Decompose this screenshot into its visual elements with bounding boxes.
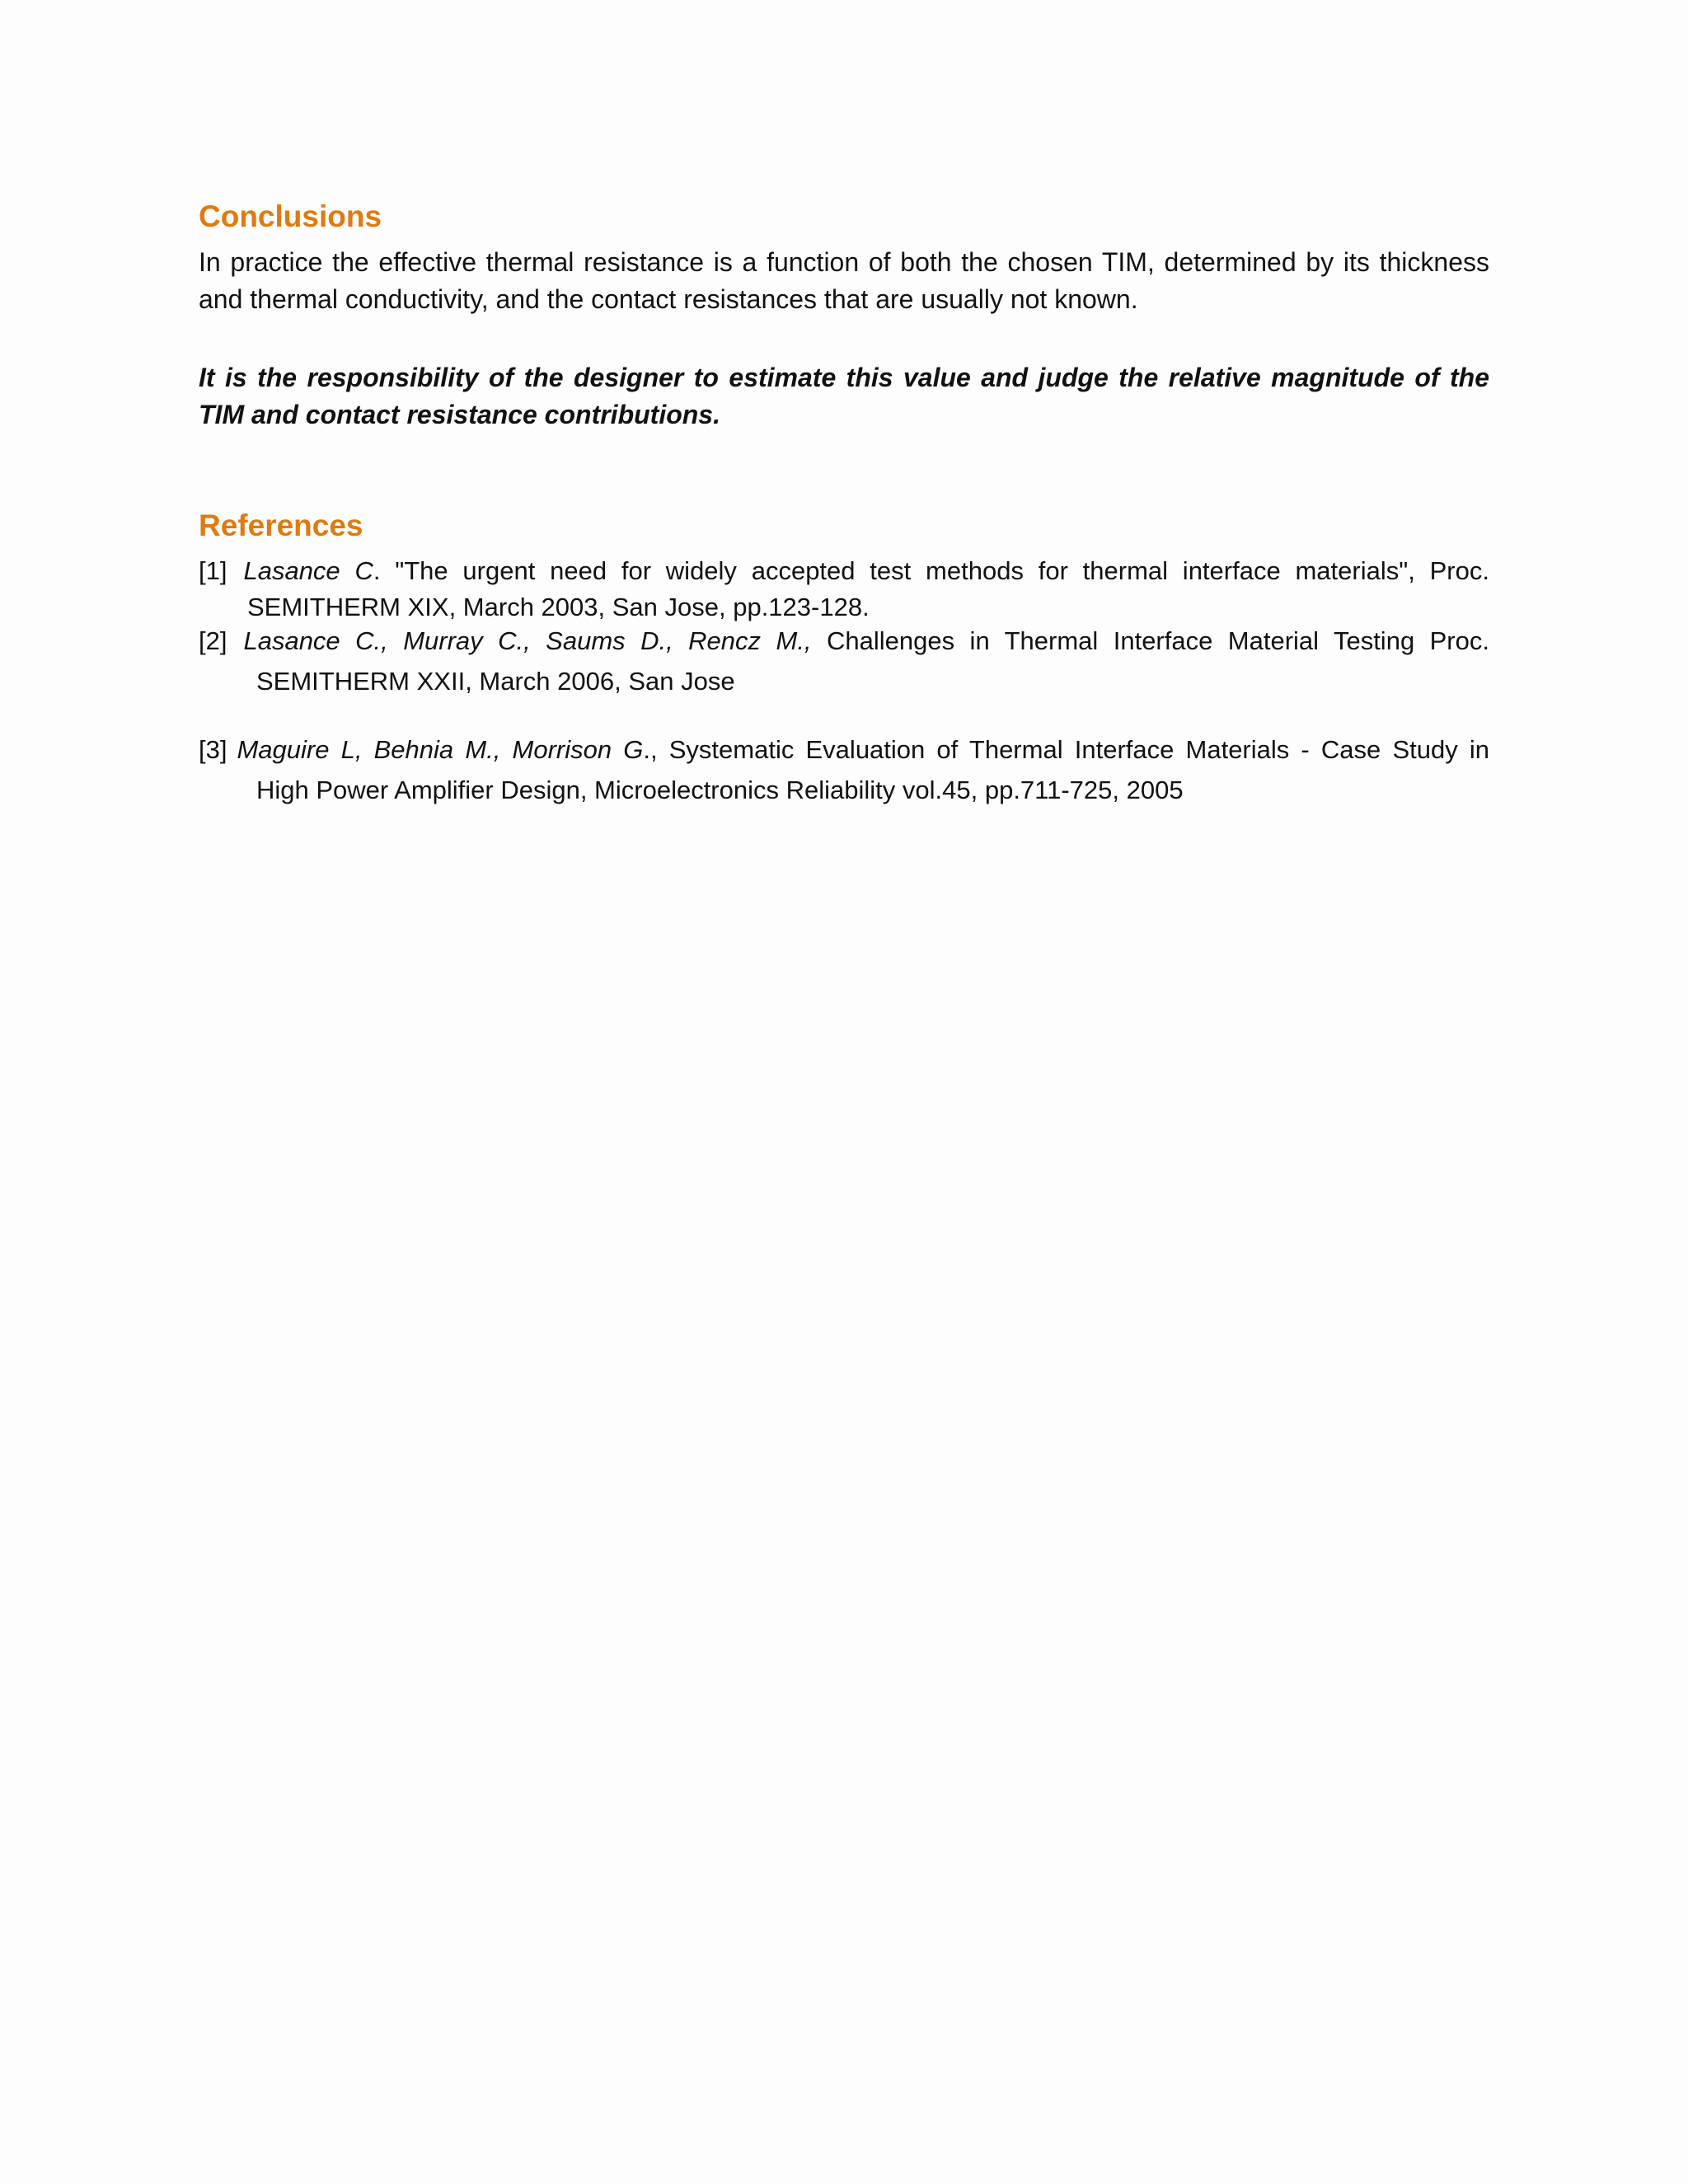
reference-continuation: SEMITHERM XXII, March 2006, San Jose [256, 667, 735, 696]
reference-authors: Lasance C [243, 556, 373, 585]
reference-item-1 [199, 553, 1489, 626]
reference-first-line [237, 732, 1489, 768]
reference-title: Challenges in Thermal Interface Material Testing Proc. [811, 626, 1489, 655]
reference-title: . "The urgent need for widely accepted test methods for thermal interface materials", Proc. [373, 556, 1489, 585]
reference-authors: Maguire L, Behnia M., Morrison G [237, 735, 644, 764]
conclusions-heading: Conclusions [199, 199, 382, 233]
reference-continuation: High Power Amplifier Design, Microelectronics Reliability vol.45, pp.711-725, 2005 [256, 776, 1184, 804]
reference-authors: Lasance C., Murray C., Saums D., Rencz M., [243, 626, 812, 655]
reference-continuation: SEMITHERM XIX, March 2003, San Jose, pp.123-128. [247, 593, 870, 621]
reference-title: ., Systematic Evaluation of Thermal Interface Materials - Case Study in [643, 735, 1489, 764]
reference-first-line [243, 553, 1489, 589]
references-heading: References [199, 509, 363, 542]
conclusions-paragraph: In practice the effective thermal resistance is a function of both the chosen TIM, determined by its thickness and thermal conductivity, and the contact resistances that are usually not known. [199, 247, 1489, 314]
reference-item-3 [199, 732, 1489, 808]
reference-number: [1] [199, 556, 227, 585]
conclusions-emphasis: It is the responsibility of the designer to estimate this value and judge the relative magnitude of the TIM and contact resistance contributions. [199, 363, 1489, 429]
reference-item-2 [199, 623, 1489, 700]
reference-number: [3] [199, 735, 227, 764]
reference-first-line [243, 623, 1489, 659]
reference-number: [2] [199, 626, 227, 655]
